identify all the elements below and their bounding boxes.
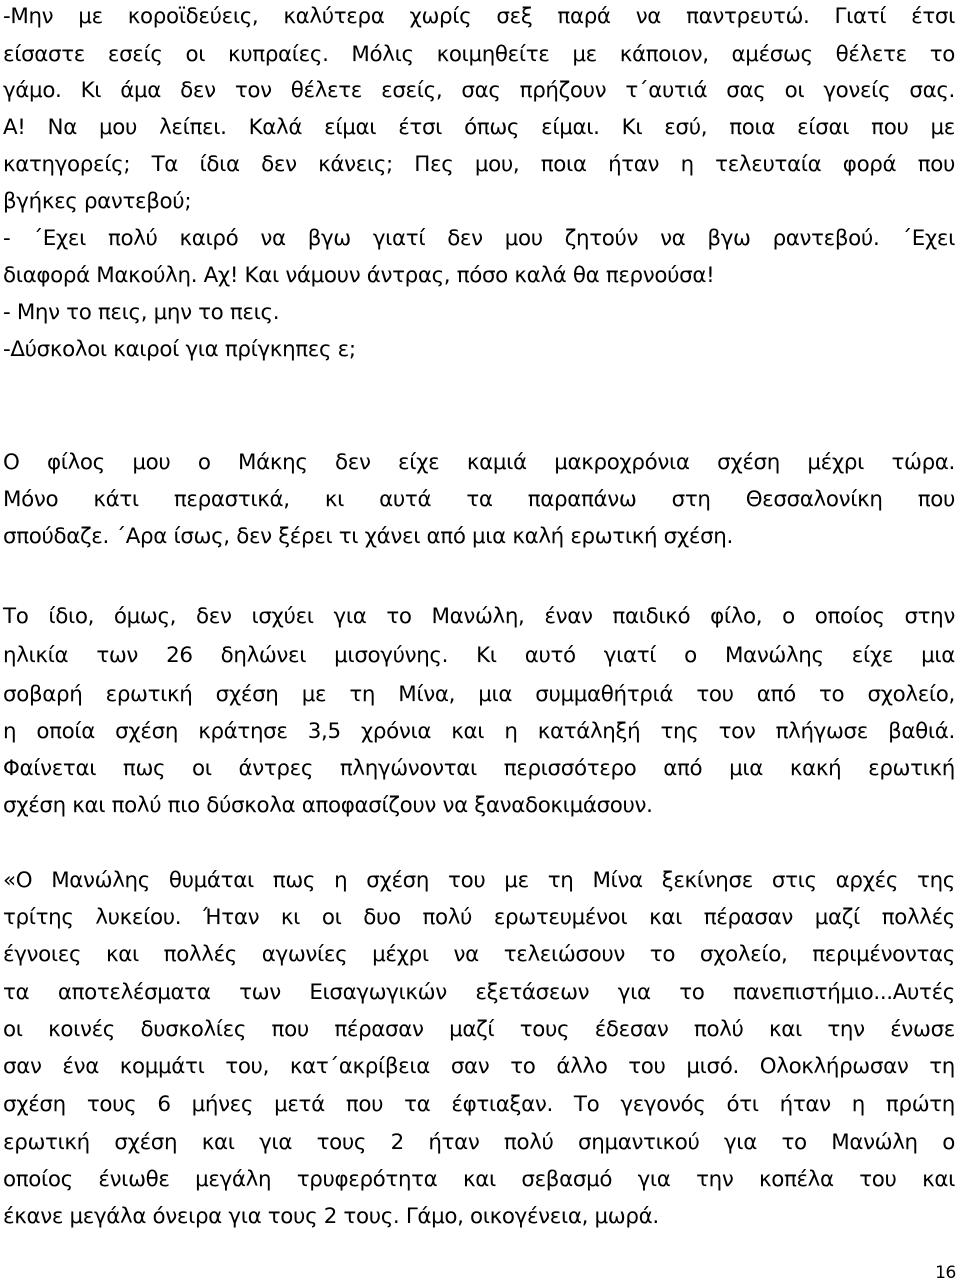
text-line: ηλικία των 26 δηλώνει μισογύνης. Κι αυτό γιατί ο Μανώλης είχε μια — [3, 643, 955, 668]
text-line: έγνοιες και πολλές αγωνίες μέχρι να τελειώσουν το σχολείο, περιμένοντας — [3, 942, 955, 967]
text-line: σοβαρή ερωτική σχέση με τη Μίνα, μια συμμαθήτριά του από το σχολείο, — [3, 682, 955, 707]
text-line: Ο φίλος μου ο Μάκης δεν είχε καμιά μακροχρόνια σχέση μέχρι τώρα. — [3, 450, 955, 475]
text-line: σχέση και πολύ πιο δύσκολα αποφασίζουν να ξαναδοκιμάσουν. — [3, 793, 653, 818]
text-line: κατηγορείς; Τα ίδια δεν κάνεις; Πες μου, ποια ήταν η τελευταία φορά που — [3, 152, 955, 177]
text-line: -Μην με κοροϊδεύεις, καλύτερα χωρίς σεξ παρά να παντρευτώ. Γιατί έτσι — [3, 4, 955, 29]
text-line: σχέση τους 6 μήνες μετά που τα έφτιαξαν. Το γεγονός ότι ήταν η πρώτη — [3, 1092, 955, 1117]
text-line: - ΄Εχει πολύ καιρό να βγω γιατί δεν μου ζητούν να βγω ραντεβού. ΄Εχει — [3, 226, 955, 251]
text-line: «Ο Μανώλης θυμάται πως η σχέση του με τη Μίνα ξεκίνησε στις αρχές της — [3, 868, 955, 893]
text-line: - Μην το πεις, μην το πεις. — [3, 300, 280, 325]
text-line: διαφορά Μακούλη. Αχ! Και νάμουν άντρας, πόσο καλά θα περνούσα! — [3, 263, 715, 288]
text-line: η οποία σχέση κράτησε 3,5 χρόνια και η κατάληξή της τον πλήγωσε βαθιά. — [3, 719, 955, 744]
text-line: έκανε μεγάλα όνειρα για τους 2 τους. Γάμο, οικογένεια, μωρά. — [3, 1204, 659, 1229]
text-line: βγήκες ραντεβού; — [3, 189, 192, 214]
text-line: τα αποτελέσματα των Εισαγωγικών εξετάσεων για το πανεπιστήμιο...Αυτές — [3, 980, 955, 1005]
text-line: Μόνο κάτι περαστικά, κι αυτά τα παραπάνω στη Θεσσαλονίκη που — [3, 487, 955, 512]
text-line: σαν ένα κομμάτι του, κατ΄ακρίβεια σαν το άλλο του μισό. Ολοκλήρωσαν τη — [3, 1054, 955, 1079]
text-line: Α! Να μου λείπει. Καλά είμαι έτσι όπως είμαι. Κι εσύ, ποια είσαι που με — [3, 115, 955, 140]
text-line: Το ίδιο, όμως, δεν ισχύει για το Μανώλη, έναν παιδικό φίλο, ο οποίος στην — [3, 604, 955, 629]
text-line: τρίτης λυκείου. Ήταν κι οι δυο πολύ ερωτευμένοι και πέρασαν μαζί πολλές — [3, 905, 955, 930]
text-line: οποίος ένιωθε μεγάλη τρυφερότητα και σεβασμό για την κοπέλα του και — [3, 1167, 955, 1192]
text-line: -Δύσκολοι καιροί για πρίγκηπες ε; — [3, 337, 356, 362]
text-line: οι κοινές δυσκολίες που πέρασαν μαζί τους έδεσαν πολύ και την ένωσε — [3, 1017, 955, 1042]
text-line: ερωτική σχέση και για τους 2 ήταν πολύ σημαντικού για το Μανώλη ο — [3, 1130, 955, 1155]
page-number: 16 — [935, 1263, 956, 1283]
text-line: είσαστε εσείς οι κυπραίες. Μόλις κοιμηθείτε με κάποιον, αμέσως θέλετε το — [3, 42, 955, 67]
text-line: γάμο. Κι άμα δεν τον θέλετε εσείς, σας πρήζουν τ΄αυτιά σας οι γονείς σας. — [3, 78, 955, 103]
text-line: Φαίνεται πως οι άντρες πληγώνονται περισσότερο από μια κακή ερωτική — [3, 756, 955, 781]
text-line: σπούδαζε. ΄Αρα ίσως, δεν ξέρει τι χάνει από μια καλή ερωτική σχέση. — [3, 524, 733, 549]
